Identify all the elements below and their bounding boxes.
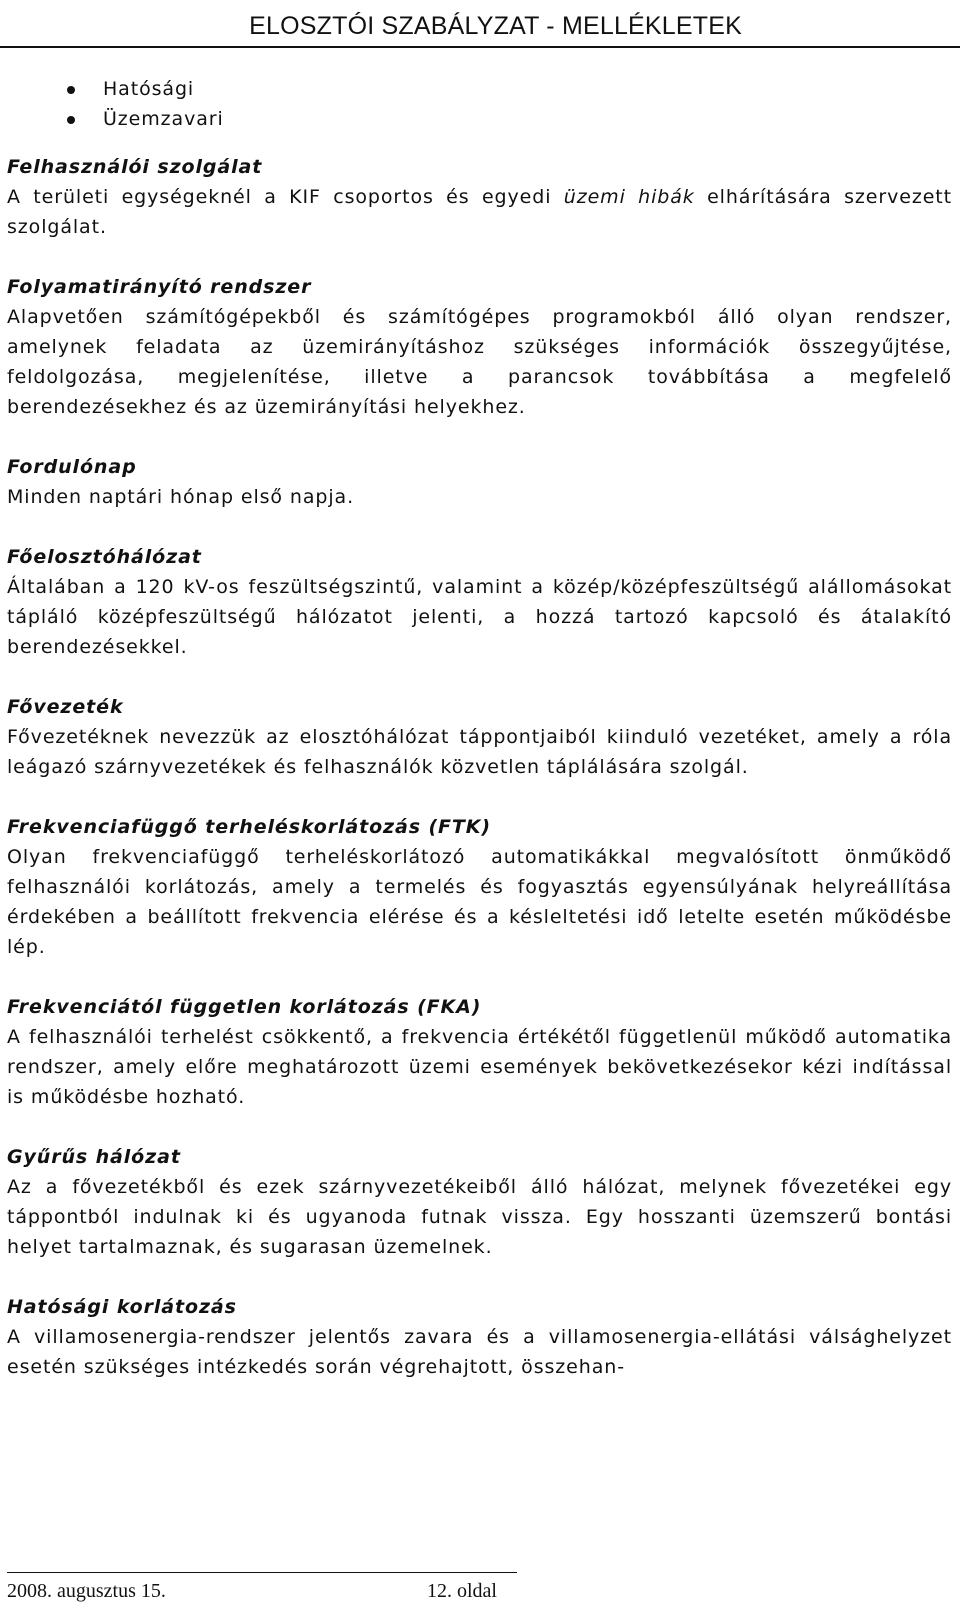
document-body (7, 74, 952, 1382)
list-item (103, 74, 952, 104)
list-item (103, 104, 952, 134)
term-heading: Hatósági korlátozás (7, 1296, 237, 1318)
term-definition: Olyan frekvenciafüggő terheléskorlátozó automatikákkal megvalósított önműködő felhasználói korlátozás, amely a termelés és fogyasztás egyensúlyának helyreállítása érdekében a beállított frekvencia elérése és a késleltetési idő letelte esetén működésbe lép. (7, 846, 952, 958)
bullet-icon (67, 116, 75, 124)
term-definition: Alapvetően számítógépekből és számítógépes programokból álló olyan rendszer, amelynek feladata az üzemirányításhoz szükséges információk összegyűjtése, feldolgozása, megjelenítése, illetve a parancsok továbbítása a megfelelő berendezésekhez és az üzemirányítási helyekhez. (7, 306, 952, 418)
term-definition: A területi egységeknél a KIF csoportos és egyedi üzemi hibák elhárítására szervezett szolgálat. (7, 186, 952, 238)
term-heading: Gyűrűs hálózat (7, 1146, 181, 1168)
footer-date: 2008. augusztus 15. (7, 1580, 166, 1602)
list-item-text: Hatósági (103, 78, 195, 100)
emphasis-text: üzemi hibák (563, 186, 695, 208)
term-heading: Fordulónap (7, 456, 137, 478)
term-heading: Folyamatirányító rendszer (7, 276, 312, 298)
bullet-icon (67, 86, 75, 94)
term-heading: Frekvenciafüggő terheléskorlátozás (FTK) (7, 816, 491, 838)
term-definition: Fővezetéknek nevezzük az elosztóhálózat táppontjaiból kiinduló vezetéket, amely a róla leágazó szárnyvezetékek és felhasználók közvetlen táplálására szolgál. (7, 726, 952, 778)
header-divider (0, 46, 960, 48)
term-heading: Főelosztóhálózat (7, 546, 202, 568)
term-heading: Felhasználói szolgálat (7, 156, 263, 178)
list-item-text: Üzemzavari (103, 108, 224, 130)
term-definition: Az a fővezetékből és ezek szárnyvezetékeiből álló hálózat, melynek fővezetékei egy táppontból indulnak ki és ugyanoda futnak vissza. Egy hosszanti üzemszerű bontási helyet tartalmaznak, és sugarasan üzemelnek. (7, 1176, 952, 1258)
bullet-list (7, 74, 952, 134)
term-definition: Általában a 120 kV-os feszültségszintű, valamint a közép/középfeszültségű alállomásokat tápláló középfeszültségű hálózatot jelenti, a hozzá tartozó kapcsoló és átalakító berendezésekkel. (7, 576, 952, 658)
term-heading: Frekvenciától független korlátozás (FKA) (7, 996, 482, 1018)
page-number: 12. oldal (427, 1580, 497, 1602)
running-header-title: ELOSZTÓI SZABÁLYZAT - MELLÉKLETEK (249, 12, 742, 40)
footer-divider (7, 1572, 517, 1573)
term-definition: Minden naptári hónap első napja. (7, 486, 355, 508)
term-heading: Fővezeték (7, 696, 124, 718)
term-definition: A villamosenergia-rendszer jelentős zavara és a villamosenergia-ellátási válsághelyzet esetén szükséges intézkedés során végrehajtott, összehan- (7, 1326, 952, 1378)
term-definition: A felhasználói terhelést csökkentő, a frekvencia értékétől függetlenül működő automatika rendszer, amely előre meghatározott üzemi események bekövetkezésekor kézi indítással is működésbe hozható. (7, 1026, 952, 1108)
